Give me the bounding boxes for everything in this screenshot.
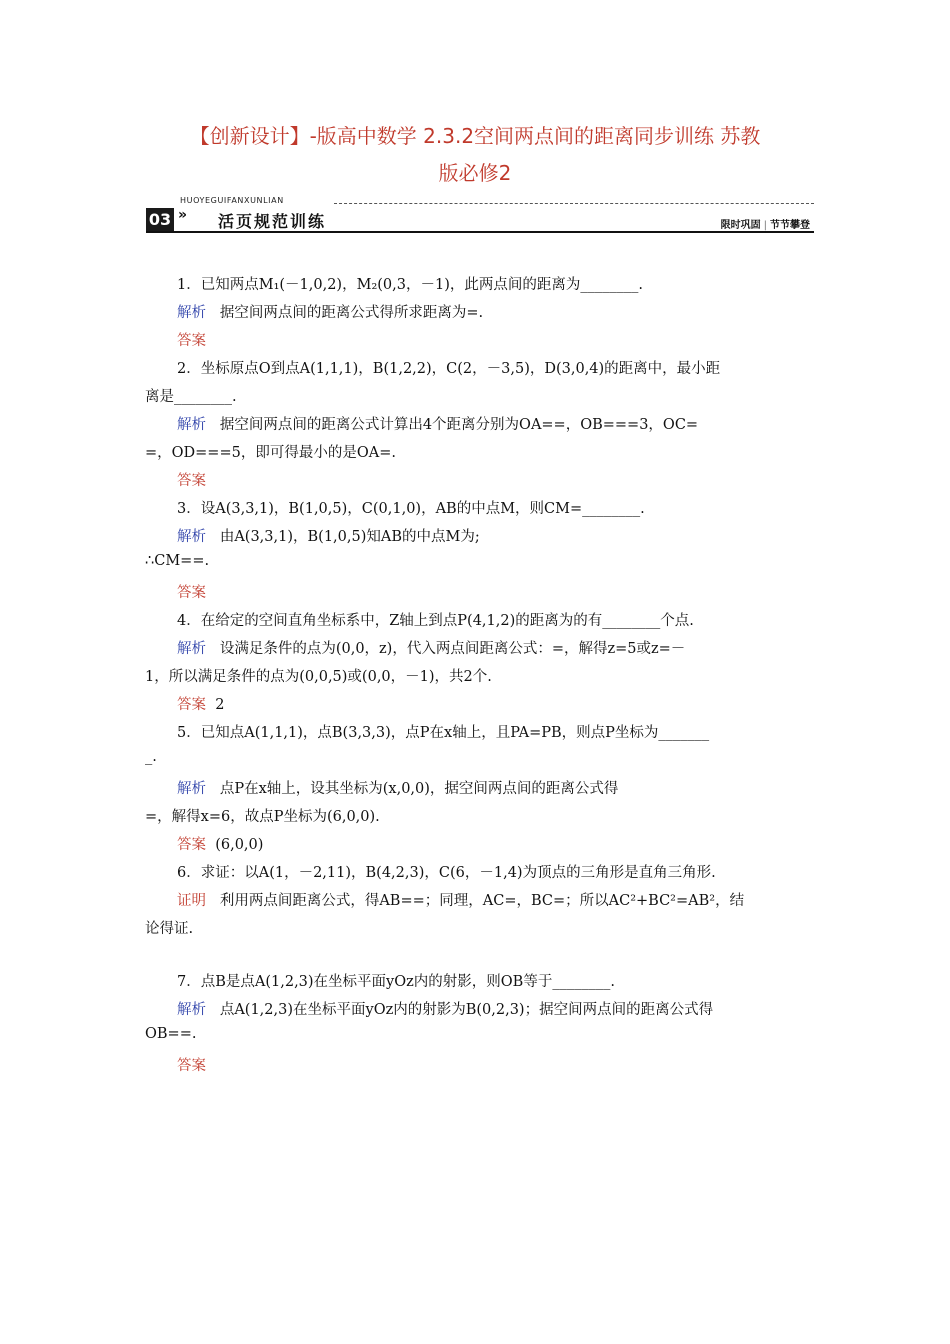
question-5-line-2: _. bbox=[145, 749, 157, 765]
title-line-1: 【创新设计】-版高中数学 2.3.2空间两点间的距离同步训练 苏教 bbox=[189, 124, 761, 148]
banner-separator: | bbox=[763, 220, 767, 231]
q2-answer bbox=[145, 469, 841, 490]
q5-analysis-text: 点P在x轴上，设其坐标为(x,0,0)，据空间两点间的距离公式得 bbox=[219, 781, 619, 797]
q1-analysis bbox=[145, 301, 841, 322]
q5-analysis-line-1 bbox=[145, 777, 841, 798]
analysis-label: 解析 bbox=[177, 529, 206, 545]
title-line-2: 版必修2 bbox=[438, 161, 512, 185]
double-chevron-icon: » bbox=[178, 207, 188, 223]
q3-therefore: ∴CM==. bbox=[145, 553, 210, 569]
document-title bbox=[110, 118, 840, 192]
q4-answer-value: 2 bbox=[215, 697, 225, 713]
analysis-label: 解析 bbox=[177, 641, 206, 657]
section-banner bbox=[146, 196, 814, 236]
answer-label: 答案 bbox=[177, 1058, 206, 1074]
q4-answer bbox=[145, 693, 841, 714]
analysis-label: 解析 bbox=[177, 417, 206, 433]
answer-label: 答案 bbox=[177, 697, 206, 713]
q2-analysis-line-2: =，OD===5，即可得最小的是OA=. bbox=[145, 445, 396, 461]
banner-pinyin: HUOYEGUIFANXUNLIAN bbox=[180, 196, 284, 205]
banner-rule bbox=[146, 231, 814, 233]
q3-analysis-text: 由A(3,3,1)，B(1,0,5)知AB的中点M为; bbox=[219, 529, 480, 545]
analysis-label: 解析 bbox=[177, 1002, 206, 1018]
question-3: 3．设A(3,3,1)，B(1,0,5)，C(0,1,0)，AB的中点M，则CM=________. bbox=[177, 501, 645, 517]
question-2-line-1: 2．坐标原点O到点A(1,1,1)，B(1,2,2)，C(2，－3,5)，D(3,0,4)的距离中，最小距 bbox=[177, 361, 721, 377]
q7-analysis-line-1 bbox=[145, 998, 841, 1019]
question-7: 7．点B是点A(1,2,3)在坐标平面yOz内的射影，则OB等于________. bbox=[177, 974, 615, 990]
q7-analysis-text: 点A(1,2,3)在坐标平面yOz内的射影为B(0,2,3)；据空间两点间的距离公式得 bbox=[219, 1002, 714, 1018]
q3-analysis bbox=[145, 525, 841, 546]
banner-title: 活页规范训练 bbox=[218, 212, 327, 231]
banner-tagline bbox=[721, 216, 810, 231]
q1-analysis-text: 据空间两点间的距离公式得所求距离为=. bbox=[219, 305, 484, 321]
section-number-badge: 03 bbox=[146, 208, 174, 232]
q1-answer bbox=[145, 329, 841, 350]
q6-proof-line-1 bbox=[145, 889, 841, 910]
question-5-line-1: 5．已知点A(1,1,1)，点B(3,3,3)，点P在x轴上，且PA=PB，则点P坐标为_______ bbox=[177, 725, 710, 741]
q4-analysis-line-2: 1，所以满足条件的点为(0,0,5)或(0,0，－1)，共2个. bbox=[145, 669, 492, 685]
q4-analysis-text: 设满足条件的点为(0,0，z)，代入两点间距离公式：=，解得z=5或z=－ bbox=[219, 641, 686, 657]
analysis-label: 解析 bbox=[177, 305, 206, 321]
q6-proof-text: 利用两点间距离公式，得AB==；同理，AC=，BC=；所以AC²+BC²=AB²，结 bbox=[219, 893, 745, 909]
question-2-line-2: 离是________. bbox=[145, 389, 237, 405]
q5-answer-value: (6,0,0) bbox=[215, 837, 264, 853]
question-1: 1．已知两点M₁(－1,0,2)，M₂(0,3，－1)，此两点间的距离为________. bbox=[177, 277, 643, 293]
analysis-label: 解析 bbox=[177, 781, 206, 797]
q3-answer bbox=[145, 581, 841, 602]
q2-analysis-line-1 bbox=[145, 413, 841, 434]
question-6: 6．求证：以A(1，－2,11)，B(4,2,3)，C(6，－1,4)为顶点的三角形是直角三角形. bbox=[177, 865, 716, 881]
banner-dashed-rule bbox=[334, 203, 814, 204]
answer-label: 答案 bbox=[177, 837, 206, 853]
proof-label: 证明 bbox=[177, 893, 206, 909]
question-4: 4．在给定的空间直角坐标系中，Z轴上到点P(4,1,2)的距离为的有________个点. bbox=[177, 613, 694, 629]
answer-label: 答案 bbox=[177, 585, 206, 601]
answer-label: 答案 bbox=[177, 473, 206, 489]
q6-proof-line-2: 论得证. bbox=[145, 921, 194, 937]
q7-analysis-line-2: OB==. bbox=[145, 1026, 197, 1042]
banner-tagline-a: 限时巩固 bbox=[720, 220, 761, 231]
q5-answer bbox=[145, 833, 841, 854]
q2-analysis-text: 据空间两点间的距离公式计算出4个距离分别为OA==，OB===3，OC= bbox=[219, 417, 699, 433]
answer-label: 答案 bbox=[177, 333, 206, 349]
q4-analysis-line-1 bbox=[145, 637, 841, 658]
q7-answer bbox=[145, 1054, 841, 1075]
banner-tagline-b: 节节攀登 bbox=[770, 220, 810, 231]
q5-analysis-line-2: =，解得x=6，故点P坐标为(6,0,0). bbox=[145, 809, 380, 825]
